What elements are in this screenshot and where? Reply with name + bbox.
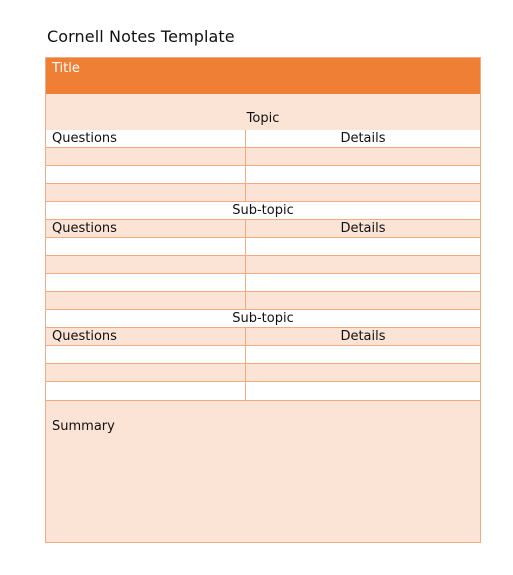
topic-label: Topic <box>246 111 280 126</box>
questions-details-header-3 <box>46 328 480 346</box>
question-cell <box>46 256 246 273</box>
question-cell <box>46 238 246 255</box>
detail-cell <box>246 292 480 309</box>
question-cell <box>46 274 246 291</box>
subtopic-row <box>46 310 480 328</box>
summary-section <box>46 401 480 542</box>
notes-row <box>46 148 480 166</box>
questions-details-header-2 <box>46 220 480 238</box>
question-cell <box>46 166 246 183</box>
details-header: Details <box>340 131 386 146</box>
summary-label: Summary <box>52 419 115 434</box>
detail-cell <box>246 364 480 381</box>
notes-row <box>46 292 480 310</box>
question-cell <box>46 346 246 363</box>
subtopic-label: Sub-topic <box>232 203 294 218</box>
detail-cell <box>246 184 480 201</box>
question-cell <box>46 364 246 381</box>
detail-cell <box>246 166 480 183</box>
topic-row <box>46 94 480 130</box>
notes-row <box>46 166 480 184</box>
detail-cell <box>246 382 480 400</box>
notes-row <box>46 364 480 382</box>
subtopic-row <box>46 202 480 220</box>
detail-cell <box>246 346 480 363</box>
question-cell <box>46 292 246 309</box>
questions-header: Questions <box>52 131 117 146</box>
questions-header: Questions <box>52 329 117 344</box>
notes-row <box>46 238 480 256</box>
question-cell <box>46 148 246 165</box>
notes-row <box>46 274 480 292</box>
notes-row <box>46 346 480 364</box>
detail-cell <box>246 256 480 273</box>
details-header: Details <box>340 221 386 236</box>
detail-cell <box>246 148 480 165</box>
detail-cell <box>246 238 480 255</box>
page-title: Cornell Notes Template <box>47 27 235 46</box>
notes-row <box>46 184 480 202</box>
cornell-notes-sheet <box>45 57 481 543</box>
question-cell <box>46 184 246 201</box>
title-label: Title <box>52 61 80 76</box>
notes-row <box>46 256 480 274</box>
question-cell <box>46 382 246 400</box>
detail-cell <box>246 274 480 291</box>
questions-details-header-1 <box>46 130 480 148</box>
notes-row <box>46 382 480 401</box>
subtopic-label: Sub-topic <box>232 311 294 326</box>
details-header: Details <box>340 329 386 344</box>
title-bar <box>46 58 480 94</box>
questions-header: Questions <box>52 221 117 236</box>
